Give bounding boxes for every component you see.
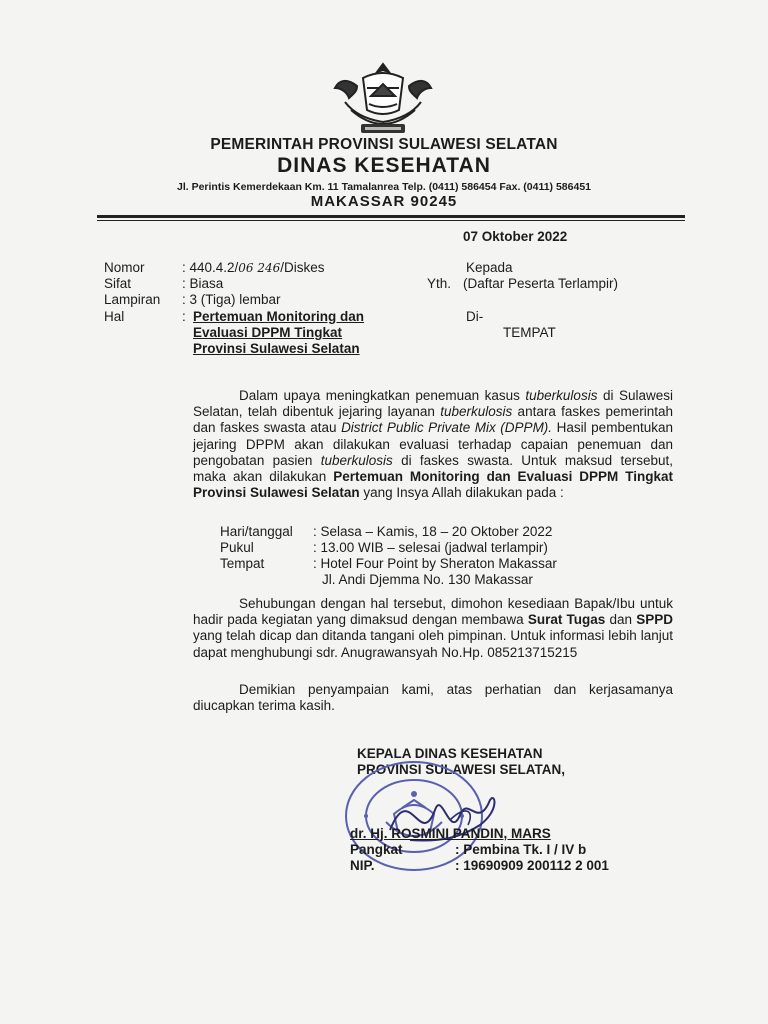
p1-italic-dppm: District Public Private Mix (DPPM). [341, 420, 553, 436]
recipient-name: (Daftar Peserta Terlampir) [463, 276, 619, 291]
pangkat-label: Pangkat [350, 842, 403, 857]
signatory-name: dr. Hj. ROSMINI PANDIN, MARS [350, 826, 551, 841]
sifat-label: Sifat [104, 276, 132, 291]
p1-bold-event: Pertemuan Monitoring dan Evaluasi DPPM Tingkat Provinsi Sulawesi Selatan [193, 469, 673, 501]
nomor-handwritten: 06 246 [238, 261, 281, 275]
p2-bold-sppd: SPPD [636, 612, 673, 628]
department-name: DINAS KESEHATAN [277, 154, 491, 177]
department-city: MAKASSAR 90245 [310, 193, 458, 210]
hari-value: : Selasa – Kamis, 18 – 20 Oktober 2022 [313, 524, 553, 539]
tempat-address: Jl. Andi Djemma No. 130 Makassar [322, 572, 533, 587]
p2-text-c: dan [605, 612, 637, 628]
signature-title-2: PROVINSI SULAWESI SELATAN, [357, 762, 566, 777]
p1-italic-term: tuberkulosis [525, 388, 598, 403]
p1-text-c: di Sulawesi Selatan, telah dibentuk jejaring layanan [193, 388, 673, 420]
recipient-di: Di- [466, 309, 484, 324]
p1-text-a: Dalam upaya meningkatkan penemuan kasus [239, 388, 526, 403]
provincial-emblem-icon [327, 58, 439, 138]
signature-title-1: KEPALA DINAS KESEHATAN [357, 746, 543, 761]
p1-text-i: di faskes swasta. Untuk maksud tersebut, maka akan dilakukan [193, 452, 673, 485]
letterhead-divider-thin [97, 220, 685, 221]
nomor-prefix: : 440.4.2/ [182, 260, 239, 275]
nomor-suffix: /Diskes [280, 260, 325, 275]
government-name: PEMERINTAH PROVINSI SULAWESI SELATAN [210, 136, 558, 153]
department-address: Jl. Perintis Kemerdekaan Km. 11 Tamalanrea Telp. (0411) 586454 Fax. (0411) 586451 [176, 181, 592, 193]
lampiran-label: Lampiran [104, 292, 161, 307]
recipient-yth: Yth. [427, 276, 452, 291]
letter-date: 07 Oktober 2022 [463, 229, 568, 244]
p2-text-a: Sehubungan dengan hal tersebut, dimohon kesediaan Bapak/Ibu untuk hadir pada kegiatan yang dimaksud dengan membawa [193, 596, 673, 628]
body-paragraph-3: Demikian penyampaian kami, atas perhatian dan kerjasamanya diucapkan terima kasih. [193, 682, 673, 714]
hal-line-1: Pertemuan Monitoring dan [193, 309, 365, 324]
hal-label: Hal [104, 309, 125, 324]
recipient-tempat: TEMPAT [503, 325, 556, 340]
p1-italic-term-2: tuberkulosis [440, 404, 513, 420]
pangkat-value: : Pembina Tk. I / IV b [455, 842, 587, 857]
nomor-value [182, 260, 325, 275]
hari-label: Hari/tanggal [220, 524, 293, 539]
p1-text-e: antara faskes pemerintah dan faskes swasta atau [193, 404, 674, 436]
p1-text-k: yang Insya Allah dilakukan pada : [359, 485, 564, 501]
nip-value: : 19690909 200112 2 001 [455, 858, 609, 873]
hal-line-2: Evaluasi DPPM Tingkat [193, 325, 343, 340]
recipient-kepada: Kepada [466, 260, 513, 275]
letterhead-divider [97, 215, 685, 218]
p2-bold-surat-tugas: Surat Tugas [527, 612, 606, 628]
sifat-value: : Biasa [182, 276, 224, 291]
tempat-value: : Hotel Four Point by Sheraton Makassar [313, 556, 557, 571]
lampiran-value: : 3 (Tiga) lembar [182, 292, 281, 307]
p1-italic-term-3: tuberkulosis [320, 452, 393, 468]
pukul-label: Pukul [220, 540, 254, 555]
body-paragraph-2 [193, 596, 673, 661]
hal-line-3: Provinsi Sulawesi Selatan [193, 341, 360, 356]
body-paragraph-1 [193, 388, 673, 501]
hal-colon: : [182, 309, 186, 324]
p1-text-g: Hasil pembentukan jejaring DPPM akan dilakukan evaluasi terhadap capaian penemuan dan pengobatan pasien [193, 420, 673, 468]
tempat-label: Tempat [220, 556, 265, 571]
nomor-label: Nomor [104, 260, 145, 275]
pukul-value: : 13.00 WIB – selesai (jadwal terlampir) [313, 540, 548, 555]
p2-text-e: yang telah dicap dan ditanda tangani oleh pimpinan. Untuk informasi lebih lanjut dapat menghubungi sdr. Anugrawansyah No.Hp. 085213715215 [193, 628, 673, 660]
nip-label: NIP. [350, 858, 375, 873]
